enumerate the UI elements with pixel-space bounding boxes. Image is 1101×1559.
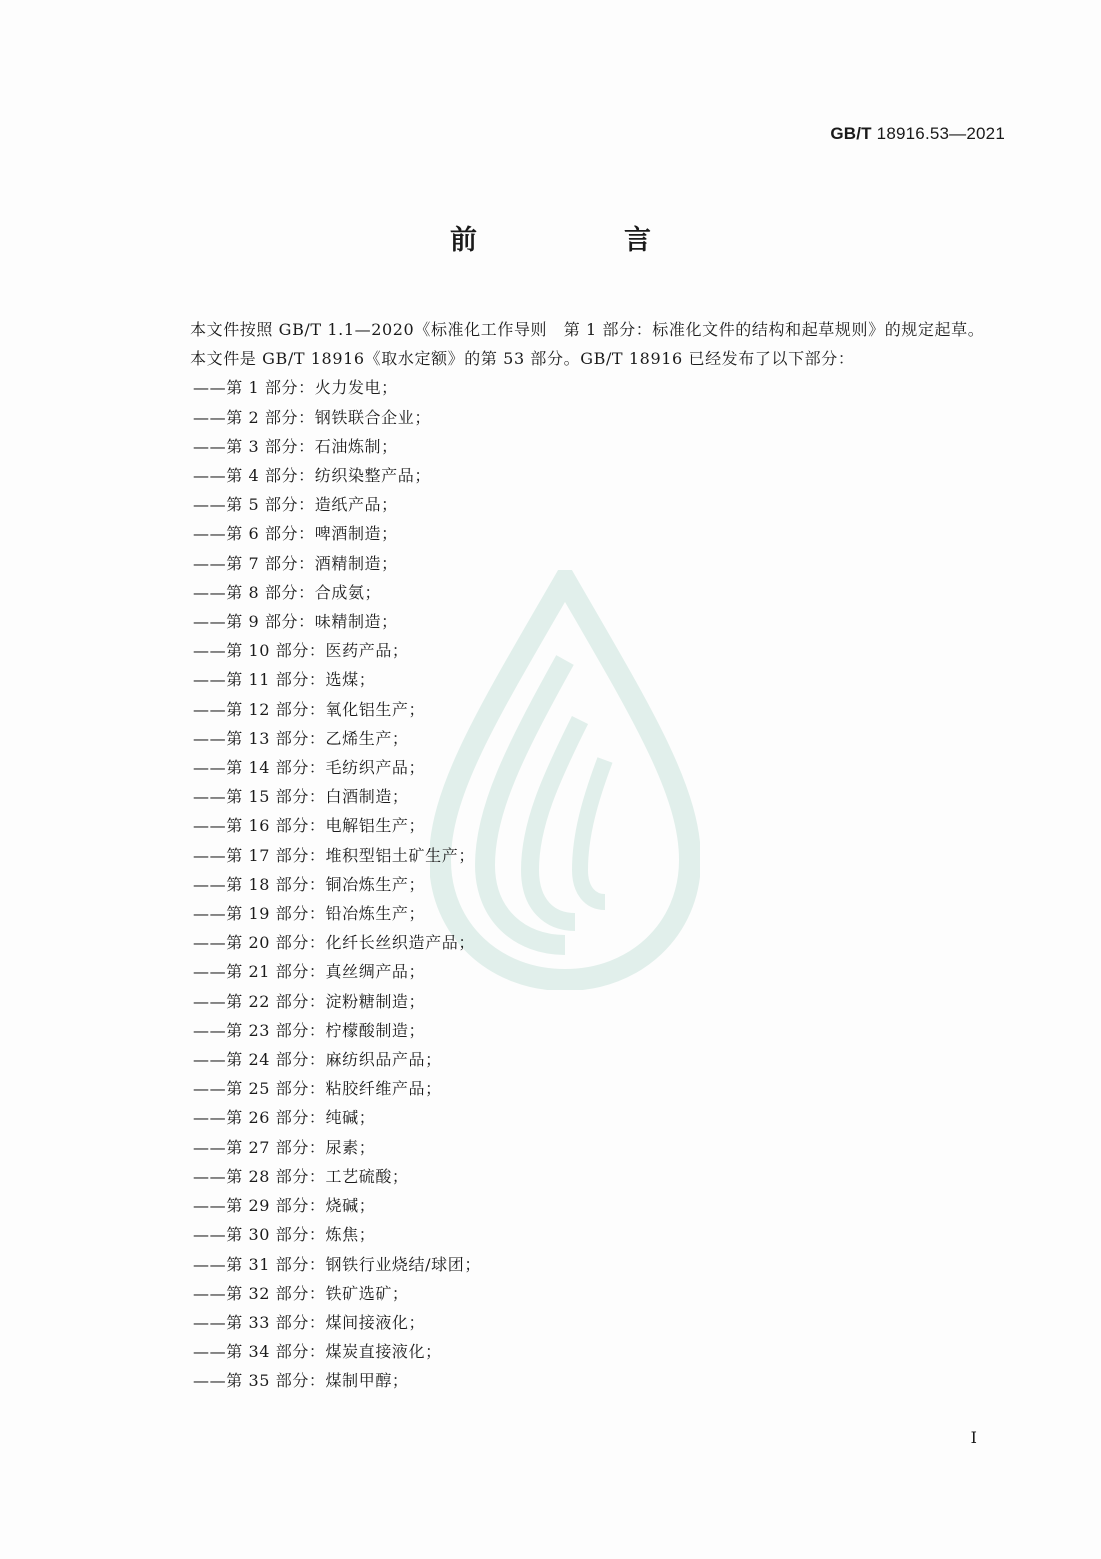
paragraph-series-intro: 本文件是 GB/T 18916《取水定额》的第 53 部分。GB/T 18916 已经发布了以下部分： [190, 349, 855, 369]
list-item: ——第 10 部分：医药产品； [193, 641, 409, 661]
parts-list [155, 373, 1010, 1395]
list-item: ——第 22 部分：淀粉糖制造； [193, 991, 426, 1011]
list-item: ——第 18 部分：铜冶炼生产； [193, 874, 426, 894]
list-item: ——第 11 部分：选煤； [193, 670, 376, 690]
list-item: ——第 9 部分：味精制造； [193, 612, 398, 632]
list-item: ——第 24 部分：麻纺织品产品； [193, 1050, 442, 1070]
list-item: ——第 6 部分：啤酒制造； [193, 524, 398, 544]
list-item: ——第 16 部分：电解铝生产； [193, 816, 426, 836]
standard-code [830, 124, 1005, 144]
list-item: ——第 31 部分：钢铁行业烧结/球团； [193, 1254, 481, 1274]
list-item: ——第 17 部分：堆积型铝土矿生产； [193, 845, 475, 865]
list-item: ——第 20 部分：化纤长丝织造产品； [193, 933, 475, 953]
standard-number: 18916.53—2021 [876, 124, 1005, 143]
list-item: ——第 15 部分：白酒制造； [193, 787, 409, 807]
list-item: ——第 8 部分：合成氨； [193, 582, 382, 602]
list-item: ——第 25 部分：粘胶纤维产品； [193, 1079, 442, 1099]
list-item: ——第 27 部分：尿素； [193, 1137, 376, 1157]
preface-body [155, 315, 1010, 1396]
list-item: ——第 13 部分：乙烯生产； [193, 728, 409, 748]
standard-prefix: GB/T [830, 124, 872, 143]
list-item: ——第 4 部分：纺织染整产品； [193, 466, 431, 486]
list-item: ——第 3 部分：石油炼制； [193, 436, 398, 456]
page-number: I [970, 1428, 977, 1447]
page-title: 前 言 [450, 225, 711, 256]
list-item: ——第 33 部分：煤间接液化； [193, 1312, 426, 1332]
paragraph-drafting-rules: 本文件按照 GB/T 1.1—2020《标准化工作导则 第 1 部分：标准化文件的结构和起草规则》的规定起草。 [190, 320, 985, 339]
list-item: ——第 19 部分：铅冶炼生产； [193, 904, 426, 924]
list-item: ——第 23 部分：柠檬酸制造； [193, 1020, 426, 1040]
list-item: ——第 26 部分：纯碱； [193, 1108, 376, 1128]
list-item: ——第 29 部分：烧碱； [193, 1196, 376, 1216]
list-item: ——第 35 部分：煤制甲醇； [193, 1371, 409, 1391]
list-item: ——第 30 部分：炼焦； [193, 1225, 376, 1245]
list-item: ——第 28 部分：工艺硫酸； [193, 1166, 409, 1186]
list-item: ——第 7 部分：酒精制造； [193, 553, 398, 573]
list-item: ——第 12 部分：氧化铝生产； [193, 699, 426, 719]
list-item: ——第 5 部分：造纸产品； [193, 495, 398, 515]
list-item: ——第 14 部分：毛纺织产品； [193, 758, 426, 778]
list-item: ——第 21 部分：真丝绸产品； [193, 962, 426, 982]
list-item: ——第 34 部分：煤炭直接液化； [193, 1342, 442, 1362]
list-item: ——第 1 部分：火力发电； [193, 378, 398, 398]
list-item: ——第 32 部分：铁矿选矿； [193, 1283, 409, 1303]
list-item: ——第 2 部分：钢铁联合企业； [193, 407, 431, 427]
